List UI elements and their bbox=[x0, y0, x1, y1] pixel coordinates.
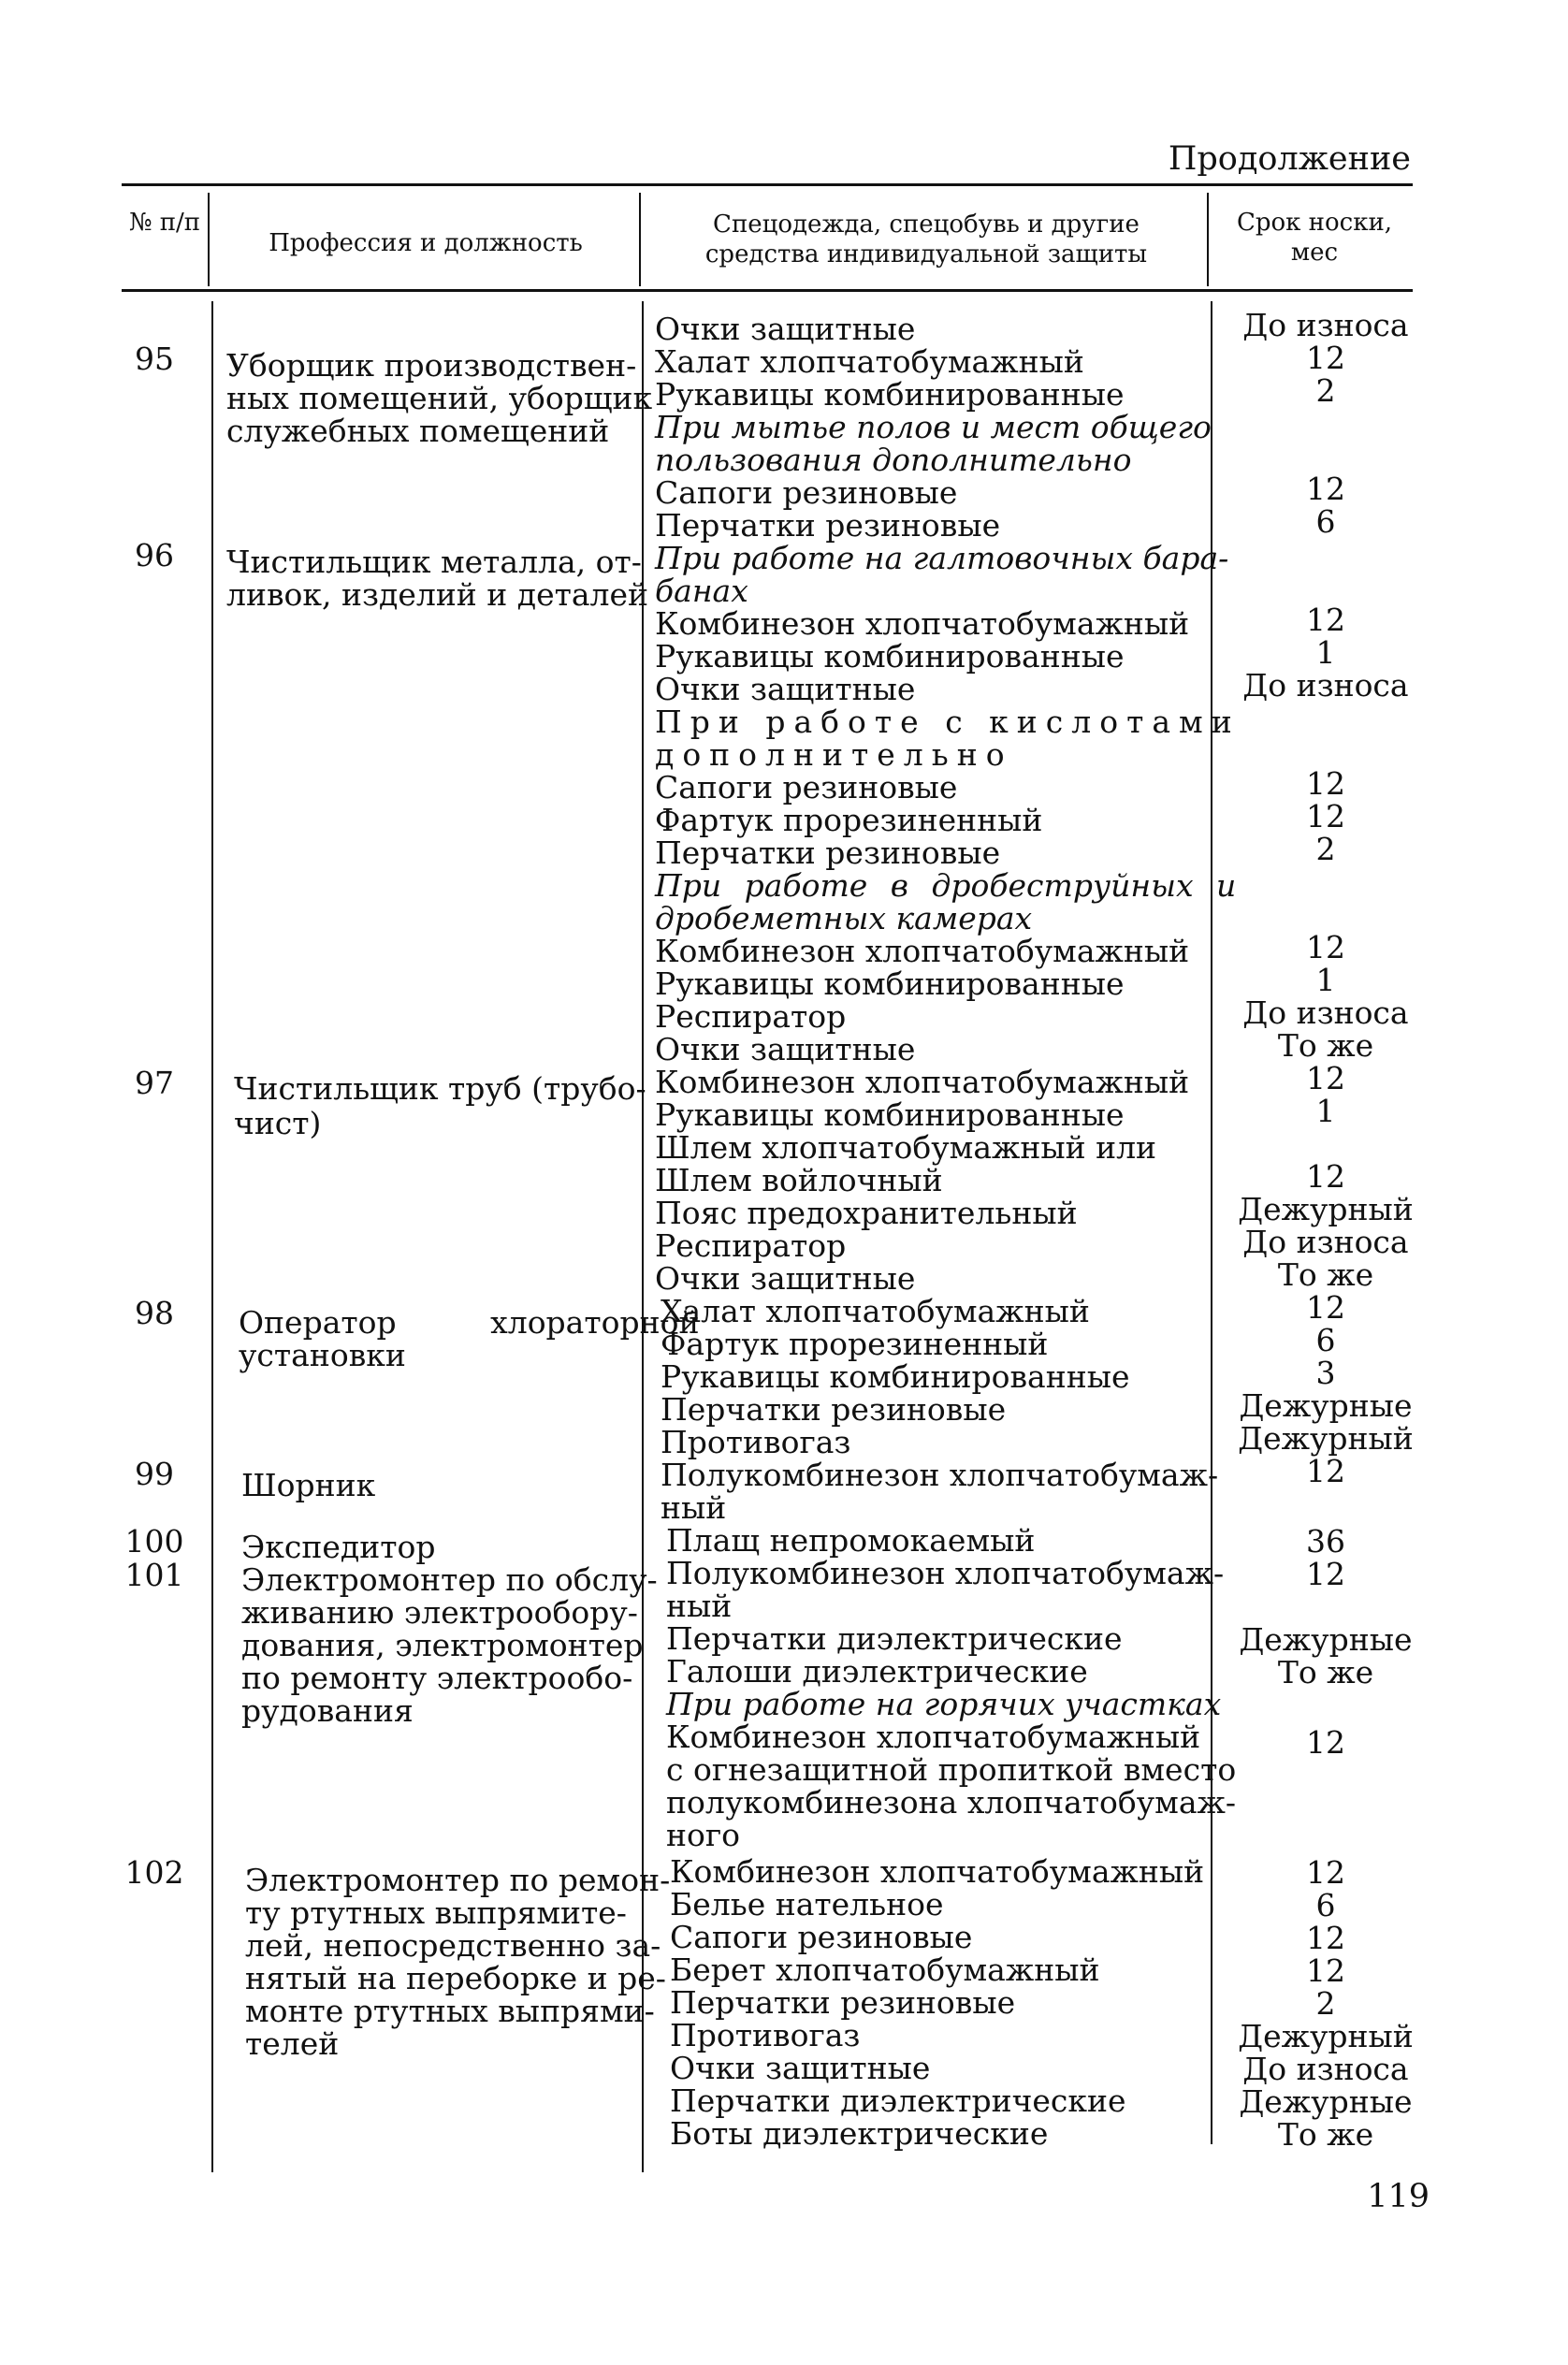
equipment-line: Перчатки резиновые bbox=[661, 1391, 1007, 1428]
equipment-note: При работе на галтовочных бара- bbox=[655, 540, 1229, 576]
equipment-line: Комбинезон хлопчатобумажный bbox=[670, 1853, 1205, 1890]
equipment-line: ный bbox=[661, 1489, 727, 1526]
profession-line: Экспедитор bbox=[241, 1529, 436, 1565]
profession-line: дования, электромонтер bbox=[241, 1627, 644, 1663]
term-value: 6 bbox=[1315, 503, 1336, 540]
profession-line: Оператор хлораторной bbox=[239, 1304, 700, 1341]
header-equipment: Спецодежда, спецобувь и другие средства индивидуальной защиты bbox=[704, 210, 1148, 268]
equipment-note: При работе на горячих участках bbox=[666, 1686, 1222, 1722]
equipment-line: Очки защитные bbox=[655, 671, 916, 707]
equipment-note: дробеметных камерах bbox=[655, 900, 1033, 936]
term-value: То же bbox=[1277, 1654, 1374, 1690]
term-value: 12 bbox=[1306, 1289, 1345, 1326]
profession-line: нятый на переборке и ре- bbox=[245, 1960, 666, 1996]
profession-line: Электромонтер по ремон- bbox=[245, 1862, 671, 1898]
equipment-note: При мытье полов и мест общего bbox=[655, 409, 1212, 445]
term-value: 12 bbox=[1306, 1724, 1345, 1761]
equipment-line: Боты диэлектрические bbox=[670, 2115, 1049, 2152]
table-top-rule bbox=[122, 183, 1413, 186]
equipment-line: Комбинезон хлопчатобумажный bbox=[655, 605, 1190, 642]
equipment-line: Очки защитные bbox=[655, 1260, 916, 1297]
term-value: До износа bbox=[1242, 667, 1409, 704]
term-value: 12 bbox=[1306, 1920, 1345, 1956]
equipment-note: При работе в дробеструйных и bbox=[655, 867, 1237, 904]
equipment-line: Перчатки резиновые bbox=[655, 507, 1001, 544]
row-number-102: 102 bbox=[124, 1854, 184, 1891]
row-number-95: 95 bbox=[135, 341, 174, 377]
equipment-line: Респиратор bbox=[655, 1227, 847, 1264]
term-value: 1 bbox=[1315, 962, 1336, 998]
header-term: Срок носки, мес bbox=[1236, 209, 1393, 267]
equipment-line: Шлем войлочный bbox=[655, 1162, 943, 1198]
equipment-line: Перчатки резиновые bbox=[670, 1984, 1016, 2021]
equipment-line: Противогаз bbox=[670, 2017, 861, 2053]
equipment-line: Очки защитные bbox=[670, 2050, 931, 2086]
profession-line: лей, непосредственно за- bbox=[245, 1927, 661, 1964]
profession-line: по ремонту электрообо- bbox=[241, 1660, 633, 1696]
page-number: 119 bbox=[1367, 2178, 1430, 2215]
equipment-line: Фартук прорезиненный bbox=[661, 1326, 1049, 1362]
equipment-line: с огнезащитной пропиткой вместо bbox=[666, 1751, 1237, 1788]
column-divider-1 bbox=[211, 301, 213, 2172]
term-value: 12 bbox=[1306, 1556, 1345, 1592]
term-value: До износа bbox=[1242, 994, 1409, 1031]
equipment-line: Рукавицы комбинированные bbox=[655, 965, 1125, 1002]
profession-line: Уборщик производствен- bbox=[226, 347, 637, 384]
equipment-line: Очки защитные bbox=[655, 311, 916, 347]
equipment-line: Сапоги резиновые bbox=[655, 769, 958, 805]
term-value: До износа bbox=[1242, 1224, 1409, 1260]
term-value: 12 bbox=[1306, 765, 1345, 802]
profession-line: ту ртутных выпрямите- bbox=[245, 1894, 627, 1931]
profession-line: живанию электрообору- bbox=[241, 1594, 638, 1631]
header-profession: Профессия и должность bbox=[269, 229, 583, 257]
profession-line: ных помещений, уборщик bbox=[226, 380, 653, 416]
term-value: 12 bbox=[1306, 1060, 1345, 1096]
term-value: Дежурные bbox=[1239, 1387, 1413, 1424]
equipment-line: Респиратор bbox=[655, 998, 847, 1035]
term-value: То же bbox=[1277, 1027, 1374, 1064]
equipment-line: Комбинезон хлопчатобумажный bbox=[666, 1719, 1201, 1755]
equipment-note: дополнительно bbox=[655, 736, 1013, 773]
term-value: То же bbox=[1277, 2116, 1374, 2153]
row-number-101: 101 bbox=[124, 1557, 184, 1593]
term-value: 12 bbox=[1306, 340, 1345, 376]
row-number-100: 100 bbox=[124, 1523, 184, 1560]
term-value: Дежурный bbox=[1238, 2018, 1414, 2054]
equipment-line: Перчатки диэлектрические bbox=[666, 1620, 1123, 1657]
profession-line: Чистильщик металла, от- bbox=[226, 544, 642, 580]
equipment-line: Шлем хлопчатобумажный или bbox=[655, 1129, 1157, 1166]
profession-line: рудования bbox=[241, 1692, 414, 1729]
equipment-line: Пояс предохранительный bbox=[655, 1195, 1078, 1231]
equipment-note: При работе с кислотами bbox=[655, 704, 1241, 740]
header-divider-3 bbox=[1207, 193, 1209, 286]
term-value: 12 bbox=[1306, 929, 1345, 965]
header-divider-1 bbox=[208, 193, 210, 286]
equipment-line: Перчатки диэлектрические bbox=[670, 2082, 1126, 2119]
term-value: Дежурные bbox=[1239, 2083, 1413, 2120]
equipment-line: Белье нательное bbox=[670, 1886, 944, 1922]
profession-line: Шорник bbox=[241, 1467, 376, 1503]
header-divider-2 bbox=[639, 193, 641, 286]
header-no: № п/п bbox=[128, 209, 201, 237]
profession-line: Чистильщик труб (трубо- bbox=[234, 1070, 646, 1107]
equipment-line: ный bbox=[666, 1588, 733, 1624]
term-value: 1 bbox=[1315, 1093, 1336, 1129]
header-bottom-rule bbox=[122, 289, 1413, 292]
profession-line: монте ртутных выпрями- bbox=[245, 1993, 655, 2029]
term-value: 1 bbox=[1315, 634, 1336, 671]
equipment-line: Полукомбинезон хлопчатобумаж- bbox=[661, 1457, 1219, 1493]
equipment-line: Сапоги резиновые bbox=[655, 474, 958, 511]
equipment-line: Фартук прорезиненный bbox=[655, 802, 1043, 838]
equipment-line: Противогаз bbox=[661, 1424, 851, 1460]
profession-line: ливок, изделий и деталей bbox=[226, 576, 649, 613]
column-divider-3 bbox=[1211, 301, 1212, 2144]
equipment-line: Сапоги резиновые bbox=[670, 1919, 973, 1955]
term-value: 2 bbox=[1315, 831, 1336, 867]
row-number-99: 99 bbox=[135, 1456, 174, 1492]
term-value: 2 bbox=[1315, 372, 1336, 409]
term-value: Дежурный bbox=[1238, 1420, 1414, 1457]
term-value: 12 bbox=[1306, 1854, 1345, 1891]
term-value: 12 bbox=[1306, 798, 1345, 834]
term-value: То же bbox=[1277, 1256, 1374, 1293]
term-value: 2 bbox=[1315, 1985, 1336, 2022]
term-value: 6 bbox=[1315, 1887, 1336, 1923]
term-value: 12 bbox=[1306, 1158, 1345, 1195]
equipment-line: ного bbox=[666, 1817, 741, 1853]
equipment-line: Комбинезон хлопчатобумажный bbox=[655, 1064, 1190, 1100]
equipment-line: Перчатки резиновые bbox=[655, 834, 1001, 871]
equipment-note: пользования дополнительно bbox=[655, 442, 1132, 478]
term-value: 12 bbox=[1306, 602, 1345, 638]
equipment-line: Халат хлопчатобумажный bbox=[661, 1293, 1090, 1329]
profession-line: служебных помещений bbox=[226, 413, 610, 449]
term-value: До износа bbox=[1242, 2051, 1409, 2087]
term-value: 3 bbox=[1315, 1355, 1336, 1391]
profession-line: Электромонтер по обслу- bbox=[241, 1561, 658, 1598]
equipment-line: Рукавицы комбинированные bbox=[655, 376, 1125, 413]
profession-line: чист) bbox=[234, 1105, 322, 1141]
row-number-96: 96 bbox=[135, 537, 174, 573]
term-value: Дежурные bbox=[1239, 1621, 1413, 1658]
equipment-line: Рукавицы комбинированные bbox=[655, 1096, 1125, 1133]
profession-line: телей bbox=[245, 2025, 340, 2062]
row-number-97: 97 bbox=[135, 1065, 174, 1101]
equipment-line: Берет хлопчатобумажный bbox=[670, 1951, 1100, 1988]
term-value: 12 bbox=[1306, 1952, 1345, 1989]
term-value: Дежурный bbox=[1238, 1191, 1414, 1227]
continuation-label: Продолжение bbox=[1168, 140, 1411, 178]
term-value: 6 bbox=[1315, 1322, 1336, 1358]
equipment-line: полукомбинезона хлопчатобумаж- bbox=[666, 1784, 1237, 1821]
equipment-line: Очки защитные bbox=[655, 1031, 916, 1067]
equipment-line: Рукавицы комбинированные bbox=[661, 1358, 1130, 1395]
term-value: 12 bbox=[1306, 1453, 1345, 1489]
equipment-note: банах bbox=[655, 573, 748, 609]
row-number-98: 98 bbox=[135, 1295, 174, 1331]
equipment-line: Рукавицы комбинированные bbox=[655, 638, 1125, 675]
term-value: До износа bbox=[1242, 307, 1409, 343]
equipment-line: Комбинезон хлопчатобумажный bbox=[655, 933, 1190, 969]
term-value: 36 bbox=[1306, 1523, 1345, 1560]
equipment-line: Галоши диэлектрические bbox=[666, 1653, 1088, 1690]
profession-line: установки bbox=[239, 1337, 406, 1373]
term-value: 12 bbox=[1306, 471, 1345, 507]
equipment-line: Полукомбинезон хлопчатобумаж- bbox=[666, 1555, 1225, 1591]
equipment-line: Плащ непромокаемый bbox=[666, 1522, 1036, 1559]
equipment-line: Халат хлопчатобумажный bbox=[655, 343, 1084, 380]
